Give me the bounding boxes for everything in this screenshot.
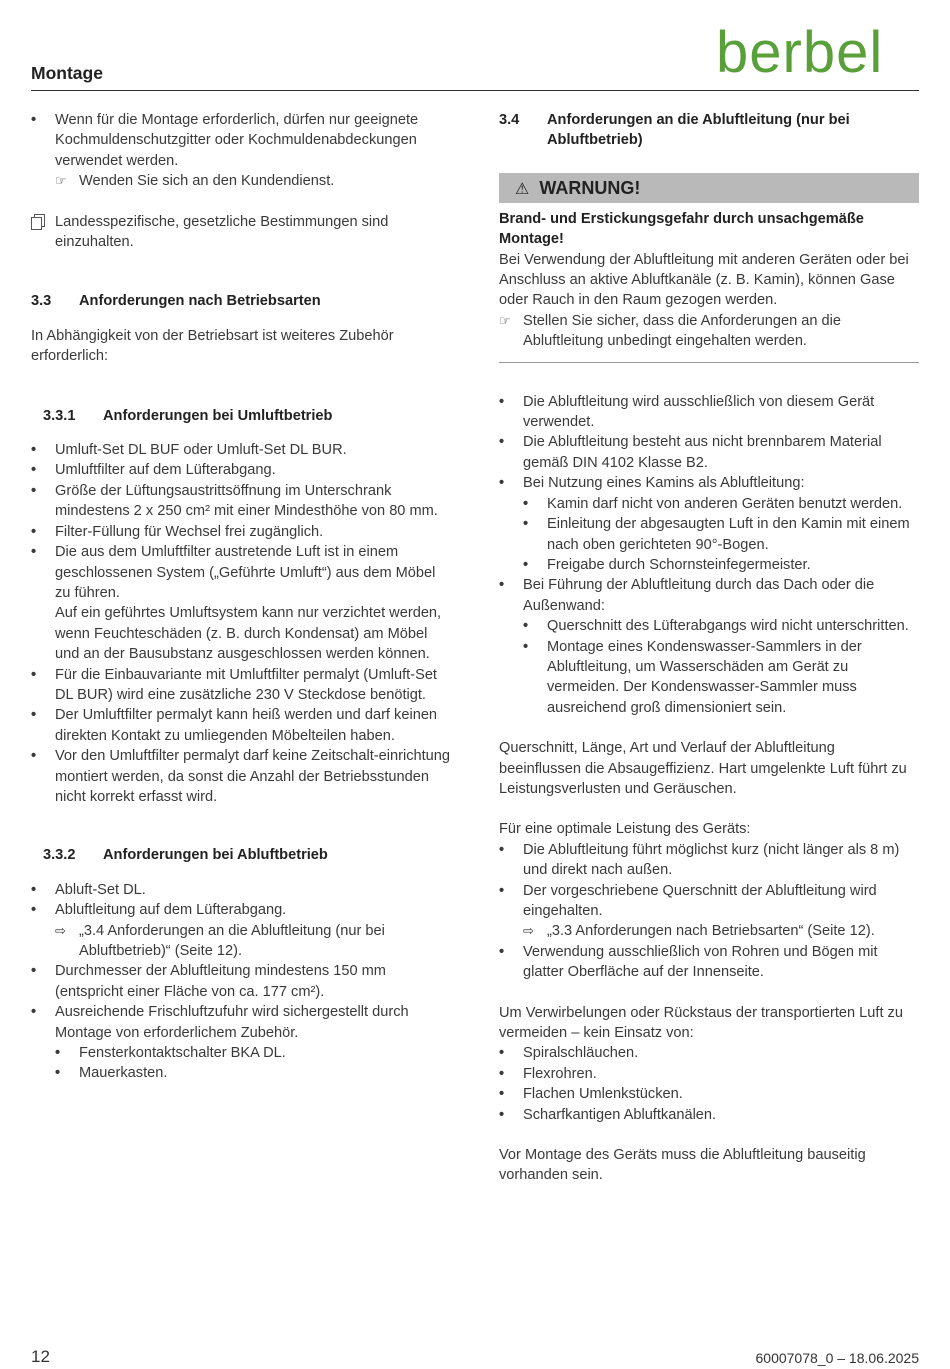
sub-list-item: • Kamin darf nicht von anderen Geräten benutzt werden. (523, 494, 919, 514)
list-item: • Umluft-Set DL BUF oder Umluft-Set DL BUR. (31, 440, 451, 460)
list-item: • Für die Einbauvariante mit Umluftfilter permalyt (Umluft-Set DL BUR) wird eine zusätzliche 230 V Steckdose benötigt. (31, 665, 451, 706)
note: Landesspezifische, gesetzliche Bestimmungen sind einzuhalten. (31, 212, 451, 253)
paragraph: Für eine optimale Leistung des Geräts: (499, 821, 751, 838)
list-item: • Abluftleitung auf dem Lüfterabgang. ⇨ „3.4 Anforderungen an die Abluftleitung (nur bei Abluftbetrieb)“ (Seite 12). (31, 900, 451, 961)
list-item: • Bei Führung der Abluftleitung durch das Dach oder die Außenwand: • Querschnitt des Lüfterabgangs wird nicht unterschritten. • Montage eines Kondenswasser-Sammlers in der Abluftleitung, um Wasserschäden am Gerät zu vermeiden. Der Kondenswasser-Sammler muss ausreichend groß dimensioniert sein. (499, 575, 919, 718)
list-item: • Abluft-Set DL. (31, 880, 451, 900)
berbel-logo: berbel (716, 20, 884, 85)
paragraph: Vor Montage des Geräts muss die Abluftleitung bauseitig vorhanden sein. (499, 1147, 866, 1184)
paragraph: In Abhängigkeit von der Betriebsart ist weiteres Zubehör erforderlich: (31, 327, 394, 365)
list-item: • Vor den Umluftfilter permalyt darf keine Zeitschalt-einrichtung montiert werden, da sonst die Anzahl der Betriebsstunden nicht korrekt erfasst wird. (31, 746, 451, 807)
list-item: • Die aus dem Umluftfilter austretende Luft ist in einem geschlossenen System („Geführte Umluft“) aus dem Möbel zu führen. Auf ein geführtes Umluftsystem kann nur verzichtet werden, wenn Feuchteschäden (z. B. durch Kondensat) am Möbel und an der Bausubstanz ausgeschlossen werden können. (31, 542, 451, 664)
sub-list-item: • Montage eines Kondenswasser-Sammlers in der Abluftleitung, um Wasserschäden am Gerät zu vermeiden. Der Kondenswasser-Sammler muss ausreichend groß dimensioniert sein. (523, 637, 919, 719)
list-item: • Die Abluftleitung besteht aus nicht brennbarem Material gemäß DIN 4102 Klasse B2. (499, 432, 919, 473)
warning-triangle-icon: ⚠ (515, 180, 530, 198)
sub-list-item: • Mauerkasten. (55, 1063, 451, 1083)
paragraph: Querschnitt, Länge, Art und Verlauf der Abluftleitung beeinflussen die Absaugeffizienz. Hart umgelenkte Luft führt zu Leistungsverlusten und Geräuschen. (499, 740, 907, 797)
cross-reference-link[interactable]: ⇨ „3.3 Anforderungen nach Betriebsarten“ (Seite 12). (523, 921, 919, 941)
reference: ☞ Wenden Sie sich an den Kundendienst. (55, 171, 451, 191)
list-item: • Umluftfilter auf dem Lüfterabgang. (31, 460, 451, 480)
page-header-title: Montage (31, 63, 103, 83)
warning-title: Brand- und Erstickungsgefahr durch unsachgemäße Montage! (499, 210, 864, 248)
pointing-hand-icon: ☞ (55, 173, 67, 189)
section-heading-3-3: 3.3 Anforderungen nach Betriebsarten (31, 293, 321, 310)
header-divider (31, 90, 919, 91)
sub-list-item: • Fensterkontaktschalter BKA DL. (55, 1043, 451, 1063)
warning-end-divider (499, 362, 919, 363)
pointing-hand-icon: ☞ (499, 312, 511, 328)
list-item: • Größe der Lüftungsaustrittsöffnung im Unterschrank mindestens 2 x 250 cm² mit einer Mindesthöhe von 80 mm. (31, 481, 451, 522)
section-heading-3-3-1: 3.3.1 Anforderungen bei Umluftbetrieb (43, 407, 333, 424)
section-heading-3-4: 3.4 Anforderungen an die Abluftleitung (nur bei Abluftbetrieb) (499, 112, 850, 149)
page-number: 12 (31, 1347, 50, 1366)
left-column (31, 110, 451, 1084)
arrow-right-icon: ⇨ (523, 923, 534, 939)
list-item: • Spiralschläuchen. (499, 1043, 919, 1063)
list-item: • Wenn für die Montage erforderlich, dürfen nur geeignete Kochmuldenschutzgitter oder Kochmuldenabdeckungen verwendet werden. ☞ Wenden Sie sich an den Kundendienst. (31, 110, 451, 192)
list-item: • Die Abluftleitung führt möglichst kurz (nicht länger als 8 m) und direkt nach außen. (499, 840, 919, 881)
document-id: 60007078_0 – 18.06.2025 (755, 1350, 919, 1366)
warning-instruction: ☞ Stellen Sie sicher, dass die Anforderungen an die Abluftleitung unbedingt eingehalten werden. (499, 312, 842, 350)
list-item: • Ausreichende Frischluftzufuhr wird sichergestellt durch Montage von erforderlichem Zubehör. • Fensterkontaktschalter BKA DL. • Mauerkasten. (31, 1002, 451, 1084)
right-column (499, 110, 919, 1186)
list-item: • Der Umluftfilter permalyt kann heiß werden und darf keinen direkten Kontakt zu umliegenden Möbelteilen haben. (31, 705, 451, 746)
warning-banner: ⚠ WARNUNG! (499, 173, 919, 203)
arrow-right-icon: ⇨ (55, 922, 66, 938)
note-icon (31, 214, 45, 236)
sub-list-item: • Querschnitt des Lüfterabgangs wird nicht unterschritten. (523, 616, 919, 636)
paragraph: Um Verwirbelungen oder Rückstaus der transportierten Luft zu vermeiden – kein Einsatz von: (499, 1004, 903, 1042)
list-item: • Bei Nutzung eines Kamins als Abluftleitung: • Kamin darf nicht von anderen Geräten benutzt werden. • Einleitung der abgesaugten Luft in den Kamin mit einem nach oben gerichteten 90°-Bogen. • Freigabe durch Schornsteinfegermeister. (499, 473, 919, 575)
list-item: • Der vorgeschriebene Querschnitt der Abluftleitung wird eingehalten. ⇨ „3.3 Anforderungen nach Betriebsarten“ (Seite 12). (499, 881, 919, 942)
list-item: • Scharfkantigen Abluftkanälen. (499, 1105, 919, 1125)
list-item: • Filter-Füllung für Wechsel frei zugänglich. (31, 522, 451, 542)
warning-text: Bei Verwendung der Abluftleitung mit anderen Geräten oder bei Anschluss an aktive Abluftkanäle (z. B. Kamin), können Gase oder Rauch in den Raum gezogen werden. (499, 251, 909, 309)
list-item: • Flachen Umlenkstücken. (499, 1084, 919, 1104)
sub-list-item: • Freigabe durch Schornsteinfegermeister. (523, 555, 919, 575)
section-heading-3-3-2: 3.3.2 Anforderungen bei Abluftbetrieb (43, 847, 328, 864)
list-item: • Flexrohren. (499, 1064, 919, 1084)
list-item: • Durchmesser der Abluftleitung mindestens 150 mm (entspricht einer Fläche von ca. 177 cm²). (31, 961, 451, 1002)
list-item: • Verwendung ausschließlich von Rohren und Bögen mit glatter Oberfläche auf der Innenseite. (499, 942, 919, 983)
cross-reference-link[interactable]: ⇨ „3.4 Anforderungen an die Abluftleitung (nur bei Abluftbetrieb)“ (Seite 12). (55, 922, 385, 959)
list-item: • Die Abluftleitung wird ausschließlich von diesem Gerät verwendet. (499, 392, 919, 433)
sub-list-item: • Einleitung der abgesaugten Luft in den Kamin mit einem nach oben gerichteten 90°-Bogen. (523, 514, 919, 555)
